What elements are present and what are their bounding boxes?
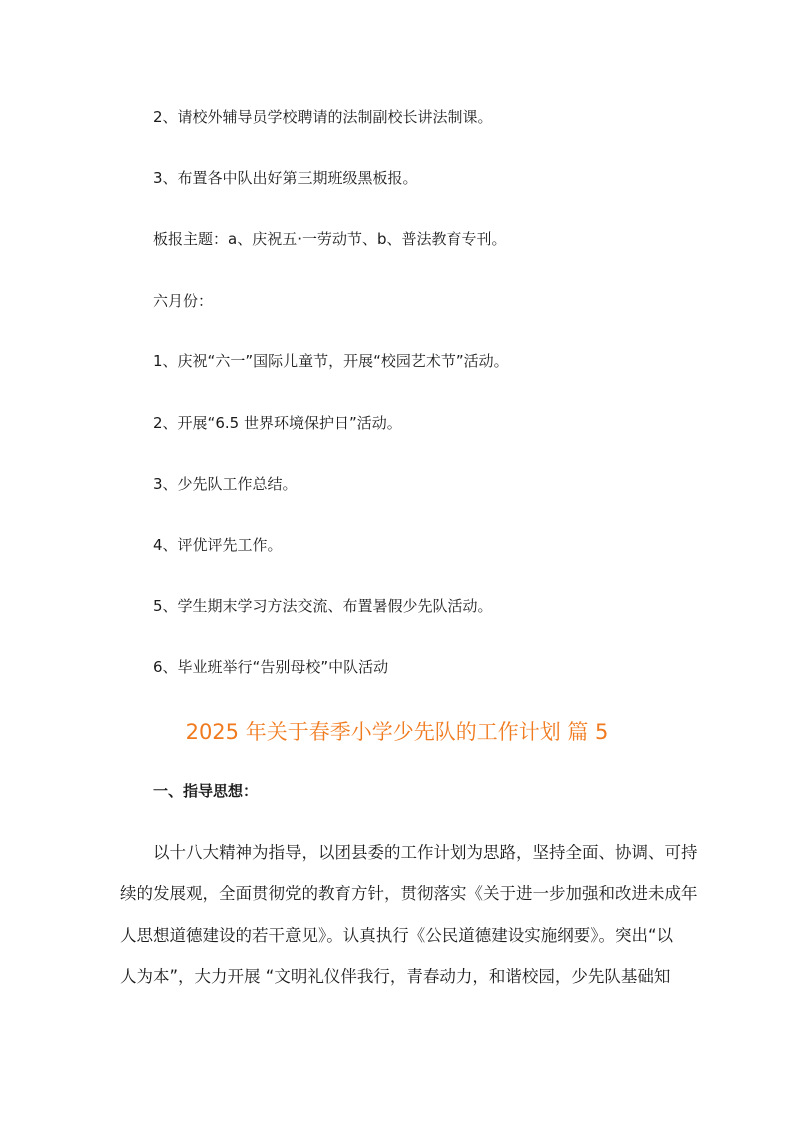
paragraph-line: 续的发展观，全面贯彻党的教育方针，贯彻落实《关于进一步加强和改进未成年 [120,884,698,903]
text-line: 六月份： [153,292,214,310]
text-line: 3、布置各中队出好第三期班级黑板报。 [153,169,418,187]
paragraph-line: 人思想道德建设的若干意见》。认真执行《公民道德建设实施纲要》。突出“以 [120,926,674,945]
text-line: 1、庆祝“六一”国际儿童节，开展“校园艺术节”活动。 [153,352,509,370]
text-line: 5、学生期末学习方法交流、布置暑假少先队活动。 [153,597,493,615]
paragraph-line: 人为本”，大力开展 “文明礼仪伴我行，青春动力，和谐校园，少先队基础知 [120,967,671,986]
text-line: 2、请校外辅导员学校聘请的法制副校长讲法制课。 [153,108,493,126]
text-line: 6、毕业班举行“告别母校”中队活动 [153,658,389,676]
section-heading: 2025 年关于春季小学少先队的工作计划 篇 5 [185,720,609,744]
paragraph-line: 以十八大精神为指导，以团县委的工作计划为思路，坚持全面、协调、可持 [153,843,698,862]
text-line: 3、少先队工作总结。 [153,475,298,493]
text-line: 4、评优评先工作。 [153,536,283,554]
section-title: 一、指导思想： [153,782,259,800]
text-line: 板报主题：a、庆祝五·一劳动节、b、普法教育专刊。 [153,230,507,248]
text-line: 2、开展“6.5 世界环境保护日”活动。 [153,414,402,432]
